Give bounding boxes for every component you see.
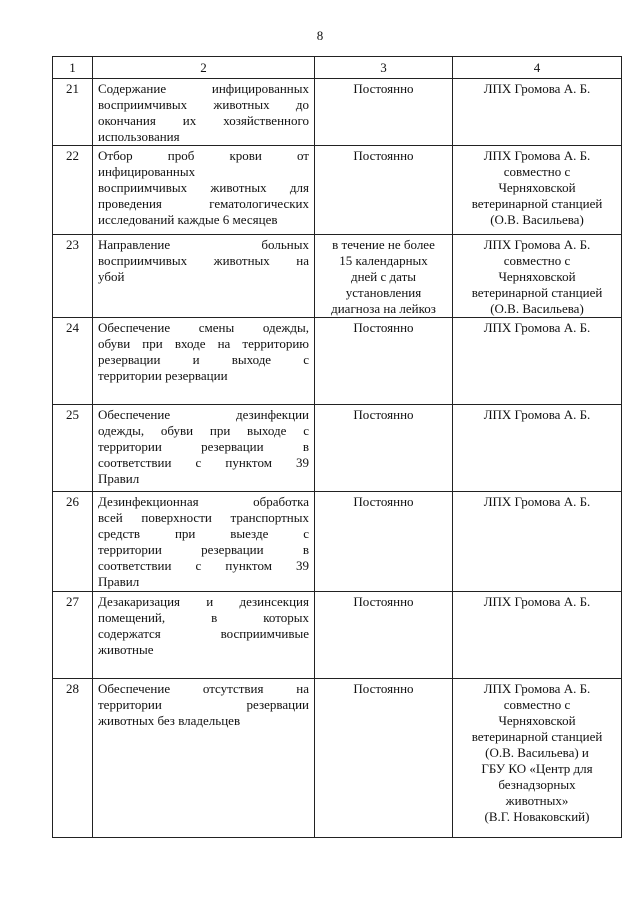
description-line: средств при выезде с <box>98 526 309 541</box>
measure-description <box>93 79 315 146</box>
term-line: дней с даты <box>350 269 417 284</box>
term-line: Постоянно <box>353 681 414 696</box>
description-line: обуви при входе на территорию <box>98 336 309 351</box>
measures-table <box>52 56 622 838</box>
measure-description <box>93 592 315 679</box>
term-line: Постоянно <box>353 81 414 96</box>
header-col-4: 4 <box>453 57 622 79</box>
term-line: Постоянно <box>353 494 414 509</box>
description-line: Направление больных <box>98 237 309 252</box>
page-number: 8 <box>316 28 324 43</box>
description-line: окончания их хозяйственного <box>98 113 309 128</box>
responsible-line: совместно с <box>503 253 571 268</box>
measure-responsible <box>453 235 622 318</box>
responsible-line: ЛПХ Громова А. Б. <box>483 494 591 509</box>
responsible-line: совместно с <box>503 164 571 179</box>
measure-responsible <box>453 592 622 679</box>
responsible-line: ЛПХ Громова А. Б. <box>483 148 591 163</box>
responsible-line: ЛПХ Громова А. Б. <box>483 681 591 696</box>
row-number: 23 <box>53 235 93 318</box>
row-number: 22 <box>53 146 93 235</box>
responsible-line: ГБУ КО «Центр для <box>481 761 593 776</box>
measure-responsible <box>453 318 622 405</box>
responsible-line: (О.В. Васильева) и <box>485 745 589 760</box>
measure-term <box>315 492 453 592</box>
measure-term <box>315 235 453 318</box>
description-line: Обеспечение смены одежды, <box>98 320 309 335</box>
measure-responsible <box>453 405 622 492</box>
responsible-line: Черняховской <box>498 269 576 284</box>
table-row <box>53 318 622 405</box>
measure-term <box>315 318 453 405</box>
responsible-line: ЛПХ Громова А. Б. <box>483 237 591 252</box>
row-number: 27 <box>53 592 93 679</box>
responsible-line: (В.Г. Новаковский) <box>484 809 590 824</box>
responsible-line: (О.В. Васильева) <box>490 301 584 316</box>
responsible-line: ветеринарной станцией <box>471 196 603 211</box>
table-row <box>53 405 622 492</box>
table-row <box>53 492 622 592</box>
header-col-2: 2 <box>93 57 315 79</box>
measure-responsible <box>453 492 622 592</box>
header-col-1: 1 <box>53 57 93 79</box>
responsible-line: Черняховской <box>498 180 576 195</box>
description-line: соответствии с пунктом 39 <box>98 558 309 573</box>
description-line: Отбор проб крови от <box>98 148 309 163</box>
responsible-line: ЛПХ Громова А. Б. <box>483 81 591 96</box>
row-number: 28 <box>53 679 93 838</box>
term-line: Постоянно <box>353 148 414 163</box>
measure-term <box>315 146 453 235</box>
responsible-line: совместно с <box>503 697 571 712</box>
measure-term <box>315 679 453 838</box>
description-line: восприимчивых животных до <box>98 97 309 112</box>
term-line: Постоянно <box>353 407 414 422</box>
description-line: восприимчивых животных на <box>98 253 309 268</box>
description-line: территории резервации в <box>98 439 309 454</box>
term-line: Постоянно <box>353 320 414 335</box>
measure-term <box>315 405 453 492</box>
description-line: Обеспечение отсутствия на <box>98 681 309 696</box>
row-number: 21 <box>53 79 93 146</box>
responsible-line: животных» <box>505 793 569 808</box>
measure-term <box>315 79 453 146</box>
description-line: убой <box>98 269 125 284</box>
table-header-row <box>53 57 622 79</box>
description-line: соответствии с пунктом 39 <box>98 455 309 470</box>
description-line: животные <box>98 642 154 657</box>
header-col-3: 3 <box>315 57 453 79</box>
measure-responsible <box>453 79 622 146</box>
description-line: содержатся восприимчивые <box>98 626 309 641</box>
responsible-line: ветеринарной станцией <box>471 285 603 300</box>
row-number: 26 <box>53 492 93 592</box>
row-number: 25 <box>53 405 93 492</box>
row-number: 24 <box>53 318 93 405</box>
measure-description <box>93 405 315 492</box>
description-line: проведения гематологических <box>98 196 309 211</box>
description-line: Правил <box>98 574 140 589</box>
table-row <box>53 679 622 838</box>
measure-description <box>93 146 315 235</box>
table-row <box>53 235 622 318</box>
description-line: Правил <box>98 471 140 486</box>
responsible-line: ветеринарной станцией <box>471 729 603 744</box>
description-line: использования <box>98 129 180 144</box>
description-line: территории резервации <box>98 368 228 383</box>
table-row <box>53 592 622 679</box>
description-line: территории резервации в <box>98 542 309 557</box>
description-line: исследований каждые 6 месяцев <box>98 212 278 227</box>
description-line: всей поверхности транспортных <box>98 510 309 525</box>
table-row <box>53 79 622 146</box>
measure-description <box>93 492 315 592</box>
table-row <box>53 146 622 235</box>
responsible-line: (О.В. Васильева) <box>490 212 584 227</box>
responsible-line: ЛПХ Громова А. Б. <box>483 594 591 609</box>
term-line: 15 календарных <box>339 253 428 268</box>
description-line: Обеспечение дезинфекции <box>98 407 309 422</box>
description-line: территории резервации <box>98 697 309 712</box>
description-line: помещений, в которых <box>98 610 309 625</box>
responsible-line: безнадзорных <box>498 777 576 792</box>
responsible-line: ЛПХ Громова А. Б. <box>483 320 591 335</box>
measure-description <box>93 235 315 318</box>
responsible-line: Черняховской <box>498 713 576 728</box>
description-line: инфицированных <box>98 164 196 179</box>
measure-description <box>93 679 315 838</box>
term-line: в течение не более <box>332 237 435 252</box>
term-line: диагноза на лейкоз <box>331 301 436 316</box>
term-line: Постоянно <box>353 594 414 609</box>
responsible-line: ЛПХ Громова А. Б. <box>483 407 591 422</box>
measure-term <box>315 592 453 679</box>
description-line: Дезакаризация и дезинсекция <box>98 594 309 609</box>
description-line: животных без владельцев <box>98 713 241 728</box>
measure-description <box>93 318 315 405</box>
measure-responsible <box>453 146 622 235</box>
description-line: Дезинфекционная обработка <box>98 494 309 509</box>
description-line: одежды, обуви при выходе с <box>98 423 309 438</box>
measure-responsible <box>453 679 622 838</box>
description-line: восприимчивых животных для <box>98 180 309 195</box>
description-line: Содержание инфицированных <box>98 81 309 96</box>
term-line: установления <box>345 285 422 300</box>
description-line: резервации и выходе с <box>98 352 309 367</box>
